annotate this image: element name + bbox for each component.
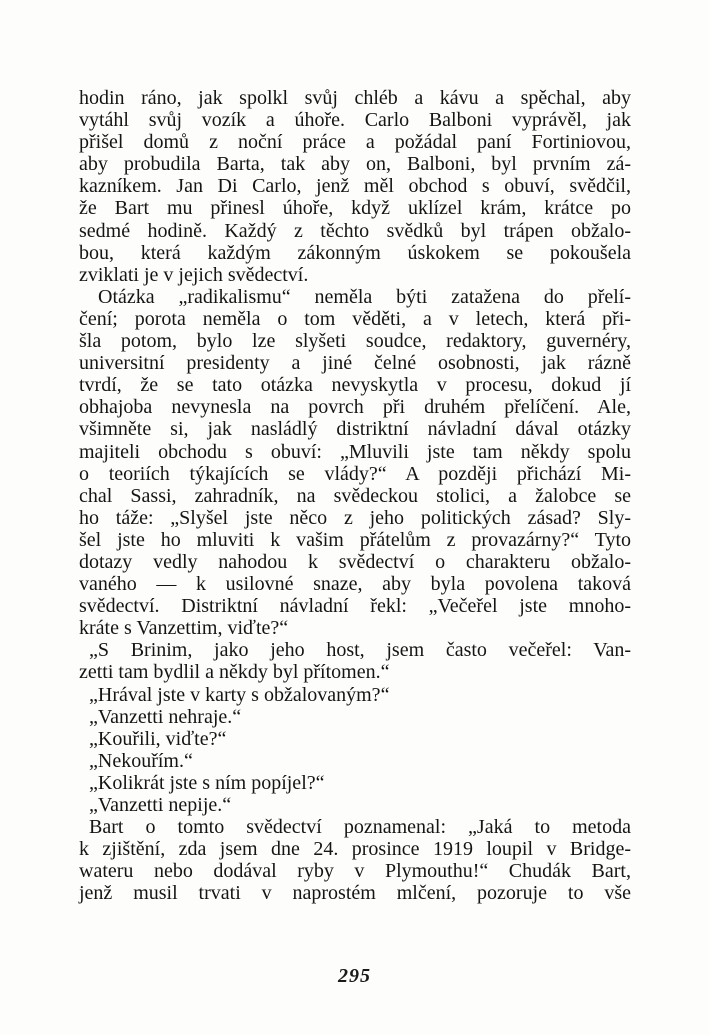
text-line: Otázka „radikalismu“ neměla býti zatažena do přelí- <box>98 285 631 308</box>
text-line: wateru nebo dodával ryby v Plymouthu!“ Chudák Bart, <box>79 860 631 883</box>
text-line: svědectví. Distriktní návladní řekl: „Večeřel jste mnoho- <box>79 595 631 618</box>
text-line: „Kouřili, viďte?“ <box>89 727 227 750</box>
text-line: šla potom, bylo lze slyšeti soudce, redaktory, guvernéry, <box>79 330 631 353</box>
text-line: Bart o tomto svědectví poznamenal: „Jaká to metoda <box>89 816 631 839</box>
text-line: bou, která každým zákonným úskokem se pokoušela <box>79 241 631 264</box>
text-line: kazníkem. Jan Di Carlo, jenž měl obchod s obuví, svědčil, <box>79 175 631 198</box>
text-line: obhajoba nevynesla na povrch při druhém přelíčení. Ale, <box>79 396 631 419</box>
text-line: kráte s Vanzettim, viďte?“ <box>79 617 289 640</box>
text-line: šel jste ho mluviti k vašim přátelům z provazárny?“ Tyto <box>79 528 631 551</box>
text-line: čení; porota neměla o tom věděti, a v letech, která při- <box>79 307 631 330</box>
text-line: tvrdí, že se tato otázka nevyskytla v procesu, dokud jí <box>79 374 631 397</box>
body-text <box>79 87 631 904</box>
text-line: „Nekouřím.“ <box>89 749 193 772</box>
text-line: k zjištění, zda jsem dne 24. prosince 1919 loupil v Bridge- <box>79 838 631 861</box>
text-line: „Vanzetti nehraje.“ <box>89 705 242 728</box>
text-line: dotazy vedly nahodou k svědectví o charakteru obžalo- <box>79 550 631 573</box>
text-line: že Bart mu přinesl úhoře, když uklízel krám, krátce po <box>79 197 631 220</box>
text-line: hodin ráno, jak spolkl svůj chléb a kávu a spěchal, aby <box>79 87 631 109</box>
text-line: „S Brinim, jako jeho host, jsem často večeřel: Van- <box>89 639 631 662</box>
text-line: jenž musil trvati v naprostém mlčení, pozoruje to vše <box>79 882 631 905</box>
text-line: „Kolikrát jste s ním popíjel?“ <box>89 771 325 794</box>
text-line: zviklati je v jejich svědectví. <box>79 263 309 286</box>
text-line: o teoriích týkajících se vlády?“ A později přichází Mi- <box>79 462 631 485</box>
text-line: vaného — k usilovné snaze, aby byla povolena taková <box>79 573 631 596</box>
text-line: vytáhl svůj vozík a úhoře. Carlo Balboni vyprávěl, jak <box>79 109 631 132</box>
text-line: universitní presidenty a jiné čelné osobnosti, jak rázně <box>79 352 631 375</box>
text-line: „Hrával jste v karty s obžalovaným?“ <box>89 683 390 706</box>
page-number: 295 <box>338 965 371 987</box>
text-line: zetti tam bydlil a někdy byl přítomen.“ <box>79 661 390 684</box>
text-line: sedmé hodině. Každý z těchto svědků byl trápen obžalo- <box>79 219 631 242</box>
text-line: majiteli obchodu s obuví: „Mluvili jste tam někdy spolu <box>79 440 631 463</box>
text-line: „Vanzetti nepije.“ <box>89 794 232 816</box>
text-line: všimněte si, jak nasládlý distriktní návladní dával otázky <box>79 418 631 441</box>
text-line: aby probudila Barta, tak aby on, Balboni, byl prvním zá- <box>79 153 631 176</box>
text-line: přišel domů z noční práce a požádal paní Fortiniovou, <box>79 131 631 154</box>
text-line: chal Sassi, zahradník, na svědeckou stolici, a žalobce se <box>79 484 631 507</box>
text-line: ho táže: „Slyšel jste něco z jeho politických zásad? Sly- <box>79 506 631 529</box>
